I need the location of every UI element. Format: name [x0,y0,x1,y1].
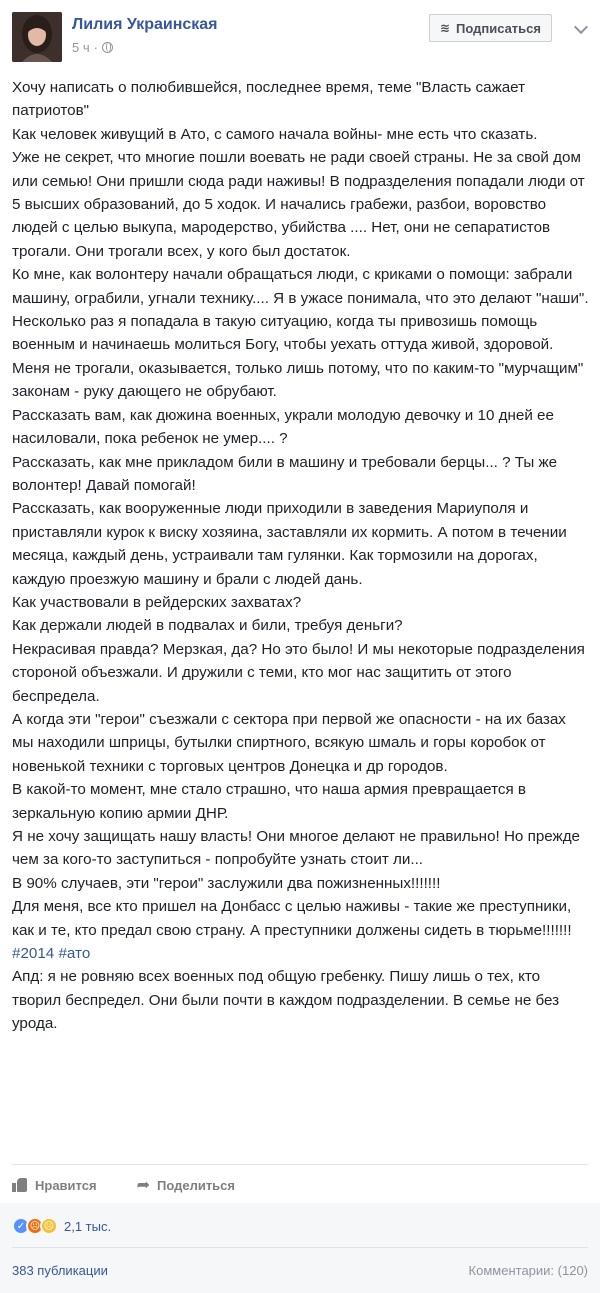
like-icon: ✓ [12,1217,30,1235]
reactions-summary[interactable] [12,1217,111,1235]
hashtag-link[interactable]: #2014 [12,945,55,963]
post-header [12,12,590,64]
paragraph: Рассказать вам, как дюжина военных, украли молодую девочку и 10 дней ее насиловали, пока ребенок не умер.... ? [12,406,554,448]
paragraph: В какой-то момент, мне стало страшно, что наша армия превращается в зеркальную копию армии ДНР. [12,781,526,822]
paragraph: Рассказать, как вооруженные люди приходили в заведения Мариуполя и приставляли курок к виску хозяина, заставляли их кормить. А потом в течении месяца, каждый день, устраивали там гулянки. Как тормозили на дорогах, каждую проезжую машину и брали с людей дань. [12,500,567,588]
action-bar [12,1170,235,1200]
globe-icon [102,42,113,53]
follow-button[interactable] [429,14,552,42]
paragraph: Некрасивая правда? Мерзкая, да? Но это было! И мы некоторые подразделения стороной объезжали. И дружили с теми, кто мог нас защитить от этого беспредела. [12,640,585,705]
separator-dot: · [93,40,98,55]
paragraph: А когда эти "герои" съезжали с сектора при первой же опасности - на их базах мы находили шприцы, бутылки спиртного, всякую шмаль и горы коробок от новенькой техники с торговых центров Донецка и др городов. [12,710,566,775]
like-button[interactable] [12,1178,97,1193]
paragraph: Я не хочу защищать нашу власть! Они многое делают не правильно! Но прежде чем за кого-то заступиться - попробуйте узнать стоит ли... [12,828,581,869]
hashtag-link[interactable]: #ато [58,945,91,963]
sad-icon: ☹ [40,1217,58,1235]
thumbs-up-icon [12,1178,28,1192]
addendum: Апд: я не ровняю всех военных под общую гребенку. Пишу лишь о тех, кто творил беспредел. Они были почти в каждом подразделении. В семье не без урода. [12,968,560,1033]
paragraph: Ко мне, как волонтеру начали обращаться люди, с криками о помощи: забрали машину, ограбили, угнали технику.... Я в ужасе понимала, что это делают "наши". [12,266,589,307]
share-label: Поделиться [156,1177,235,1193]
share-button[interactable] [137,1175,235,1195]
reaction-count[interactable]: 2,1 тыс. [64,1218,112,1234]
paragraph: Несколько раз я попадала в такую ситуацию, когда ты привозишь помощь военным и начинаешь молиться Богу, чтобы уехать оттуда живой, здоровой. Меня не трогали, оказывается, только лишь потому, что по каким-то "мурчащим" законам - руку дающего не обрубают. [12,313,584,401]
paragraph: В 90% случаев, эти "герои" заслужили два пожизненных!!!!!!! [12,874,441,892]
hashtags-line [12,942,590,965]
follow-label: Подписаться [455,20,541,36]
avatar-photo [12,12,62,62]
paragraph: Как участвовали в рейдерских захватах? [12,593,302,611]
paragraph: Рассказать, как мне прикладом били в машину и требовали берцы... ? Ты же волонтер! Давай помогай! [12,453,558,494]
paragraph: Как держали людей в подвалах и били, требуя деньги? [12,617,403,635]
paragraph: Хочу написать о полюбившейся, последнее время, теме "Власть сажает патриотов" [12,79,526,120]
paragraph: Уже не секрет, что многие пошли воевать не ради своей страны. Не за свой дом или семью! Они пришли сюда ради наживы! В подразделения попадали люди от 5 высших образований, до 5 ходок. И начались грабежи, разбои, воровство людей с целью выкупа, мародерство, убийства .... Нет, они не сепаратистов трогали. Они трогали всех, у кого был достаток. [12,149,585,260]
divider [12,1164,588,1165]
avatar[interactable] [12,12,62,62]
shares-link[interactable]: 383 публикации [12,1263,108,1278]
chevron-down-icon[interactable] [574,20,588,34]
paragraph: Для меня, все кто пришел на Донбасс с целью наживы - такие же преступники, как и те, кто предал свою страну. А преступники должены сидеть в тюрьме!!!!!!! [12,898,572,939]
author-name[interactable]: Лилия Украинская [72,16,218,33]
reactions-area [0,1203,600,1293]
like-label: Нравится [35,1177,97,1193]
paragraph: Как человек живущий в Ато, с самого начала войны- мне есть что сказать. [12,125,538,143]
angry-icon: ☹ [26,1217,44,1235]
post-time[interactable]: 5 ч [72,40,90,55]
comments-link[interactable]: Комментарии: (120) [468,1263,588,1278]
post-text [12,76,590,1036]
share-arrow-icon: ➦ [136,1177,150,1194]
post-meta [72,40,113,55]
rss-icon: ≋ [439,21,450,35]
divider [12,1247,588,1248]
